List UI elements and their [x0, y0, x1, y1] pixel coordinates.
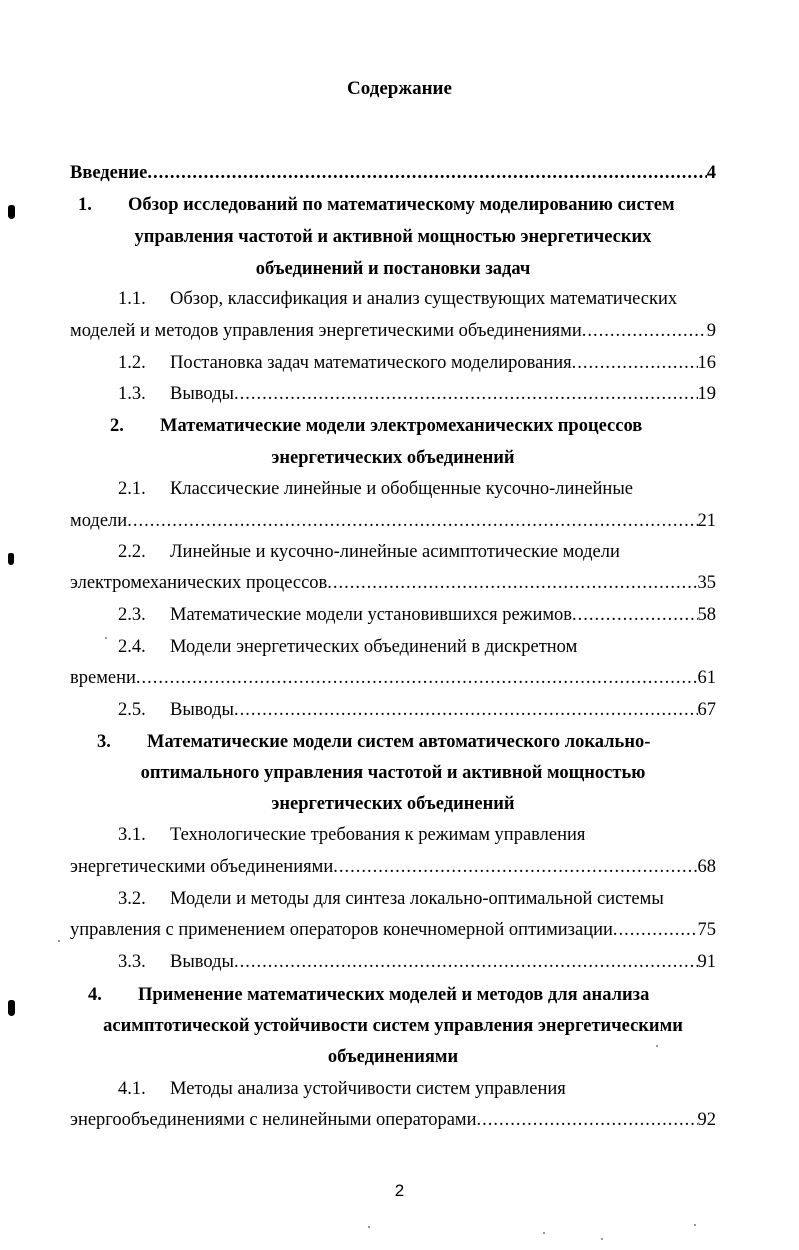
toc-intro: Введение ..... 4	[70, 160, 716, 186]
scan-mark	[8, 1000, 15, 1016]
toc-subsection: 1.1. Обзор, классификация и анализ существующих математических	[118, 289, 678, 309]
toc-subsection: 1.3. Выводы ..... 19	[118, 381, 716, 407]
toc-subsection: 3.2. Модели и методы для синтеза локально-оптимальной системы	[118, 889, 664, 909]
toc-subsection: 3.1. Технологические требования к режимам управления	[118, 825, 586, 845]
toc-subsection: 3.3. Выводы ..... 91	[118, 949, 716, 975]
toc-subsection: 2.3. Математические модели установившихся режимов ..... 58	[118, 602, 716, 628]
toc-subsection-line: модели ..... 21	[70, 508, 716, 534]
toc-section-heading: 3. Математические модели систем автоматического локально-	[97, 732, 651, 752]
toc-subsection: 4.1. Методы анализа устойчивости систем управления	[118, 1079, 566, 1099]
toc-subsection: 2.4. Модели энергетических объединений в дискретном	[118, 637, 578, 657]
toc-subsection: 2.1. Классические линейные и обобщенные кусочно-линейные	[118, 479, 633, 499]
scan-speck	[694, 1224, 696, 1226]
toc-subsection: 2.5. Выводы ..... 67	[118, 697, 716, 723]
toc-page-number: 4	[706, 163, 716, 183]
scan-speck	[368, 1226, 370, 1228]
toc-section-heading-line: энергетических объединений	[271, 448, 515, 468]
toc-subsection: 1.2. Постановка задач математического моделирования ..... 16	[118, 350, 716, 376]
scan-mark	[8, 553, 14, 565]
toc-subsection-line: управления с применением операторов конечномерной оптимизации ..... 75	[70, 917, 716, 943]
scan-speck	[105, 637, 107, 639]
toc-section-heading: 4. Применение математических моделей и методов для анализа	[88, 985, 650, 1005]
toc-section-heading: 1. Обзор исследований по математическому моделированию систем	[78, 195, 675, 215]
toc-subsection: 2.2. Линейные и кусочно-линейные асимптотические модели	[118, 542, 620, 562]
page-number: 2	[394, 1181, 405, 1200]
toc-section-heading-line: объединениями	[327, 1047, 459, 1067]
scan-speck	[543, 1232, 545, 1234]
scan-speck	[58, 940, 60, 942]
toc-subsection-line: энергообъединениями с нелинейными операторами ..... 92	[70, 1107, 716, 1133]
toc-section-heading-line: оптимального управления частотой и активной мощностью	[140, 763, 646, 783]
toc-subsection-line: моделей и методов управления энергетическими объединениями ..... 9	[70, 318, 716, 344]
toc-section-heading: 2. Математические модели электромеханических процессов	[110, 416, 643, 436]
scan-speck	[601, 1238, 603, 1240]
scan-speck	[656, 1045, 658, 1047]
toc-subsection-line: электромеханических процессов ..... 35	[70, 570, 716, 596]
toc-section-heading-line: объединений и постановки задач	[255, 259, 531, 279]
toc-subsection-line: времени ..... 61	[70, 665, 716, 691]
toc-section-heading-line: энергетических объединений	[271, 794, 515, 814]
toc-subsection-line: энергетическими объединениями ..... 68	[70, 854, 716, 880]
page-title: Содержание	[347, 78, 452, 99]
toc-section-heading-line: асимптотической устойчивости систем управления энергетическими	[103, 1016, 683, 1036]
scan-mark	[8, 205, 15, 219]
toc-section-heading-line: управления частотой и активной мощностью энергетических	[134, 227, 652, 247]
